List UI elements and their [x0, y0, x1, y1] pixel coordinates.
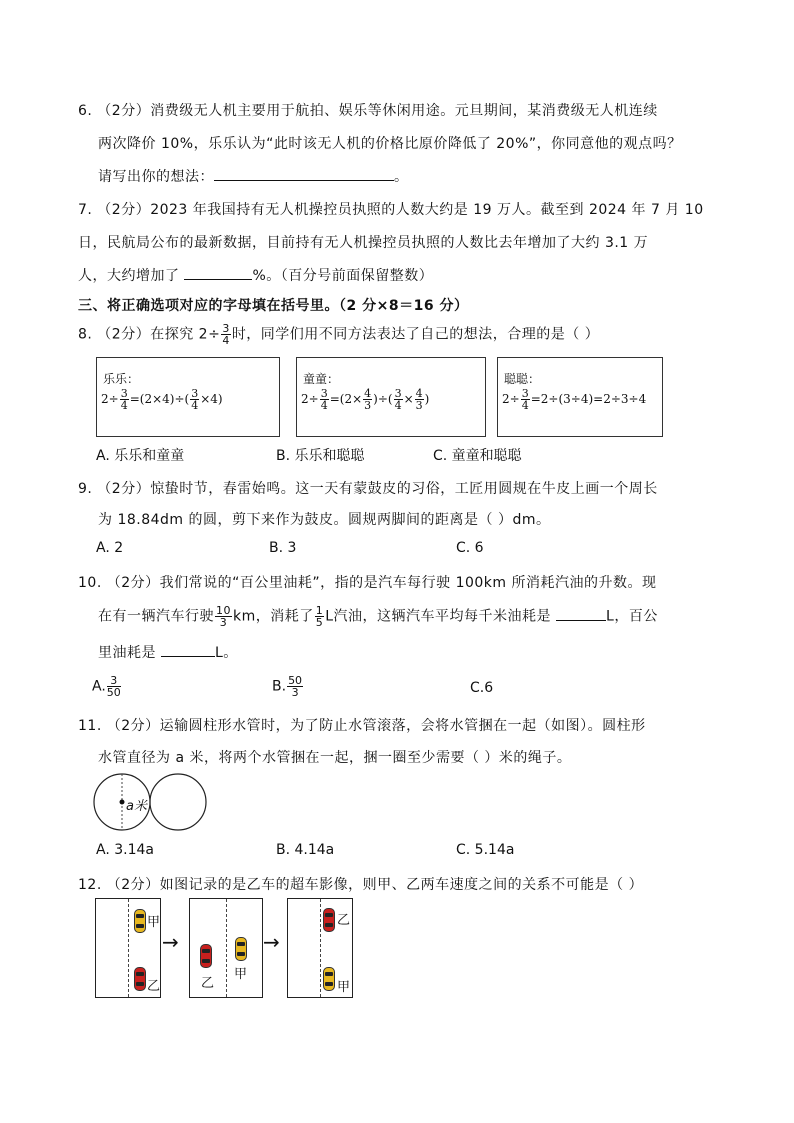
q7-line3	[78, 265, 433, 285]
q12-label-yi-1: 乙	[147, 979, 161, 994]
q12-label-yi-2: 乙	[201, 976, 215, 991]
q12-car-yi-1	[134, 967, 146, 991]
q10-fraction-distance: $\frac{10}{3}$	[216, 604, 231, 629]
q11-pipes-figure	[93, 773, 209, 831]
q12-car-jia-1	[134, 909, 146, 933]
q12-label-yi-3: 乙	[337, 913, 351, 928]
q10-text-f: L。	[214, 645, 238, 661]
q11-option-b[interactable]: B. 4.14a	[276, 842, 335, 858]
q12-arrow-2: →	[263, 930, 280, 954]
q7-answer-blank[interactable]	[184, 265, 252, 280]
q12-frame-2	[189, 898, 263, 998]
q12-label-jia-1: 甲	[147, 915, 161, 930]
section-3-heading: 三、将正确选项对应的字母填在括号里。（2 分×8＝16 分）	[78, 298, 469, 314]
q11-line1: 11. （2分）运输圆柱形水管时，为了防止水管滚落，会将水管捆在一起（如图）。圆柱形	[78, 718, 646, 734]
q8-option-a[interactable]: A. 乐乐和童童	[96, 448, 185, 464]
q10-text-a: 在有一辆汽车行驶	[98, 608, 214, 625]
q8-box-tongtong	[296, 357, 486, 437]
q8-option-c[interactable]: C. 童童和聪聪	[433, 448, 522, 464]
q9-option-b[interactable]: B. 3	[269, 540, 297, 556]
q10-line1: 10. （2分）我们常说的“百公里油耗”，指的是汽车每行驶 100km 所消耗汽油的升数。现	[78, 575, 657, 591]
q9-option-a[interactable]: A. 2	[96, 540, 124, 556]
q12-car-yi-3	[323, 908, 335, 932]
q7-end: %。（百分号前面保留整数）	[252, 268, 434, 284]
q6-answer-blank[interactable]	[214, 166, 394, 181]
q9-option-c[interactable]: C. 6	[456, 540, 484, 556]
q9-line1: 9. （2分）惊蛰时节，春雷始鸣。这一天有蒙鼓皮的习俗，工匠用圆规在牛皮上画一个周长	[78, 481, 658, 497]
q10-option-b[interactable]: B. $\frac{50}{3}$	[272, 674, 303, 699]
q10-text-e: 里油耗是	[98, 645, 156, 661]
q10-option-c[interactable]: C.6	[470, 680, 494, 696]
q6-line2: 两次降价 10%，乐乐认为“此时该无人机的价格比原价降低了 20%”，你同意他的观点吗？	[98, 136, 682, 152]
q12-car-jia-2	[235, 937, 247, 961]
q8-option-b[interactable]: B. 乐乐和聪聪	[276, 448, 365, 464]
q11-figure-label: a米	[126, 799, 147, 814]
q10-fraction-fuel: $\frac{1}{5}$	[315, 604, 324, 629]
q6-prompt: 请写出你的想法：	[98, 169, 214, 185]
q10-line3	[98, 642, 238, 662]
q11-option-c[interactable]: C. 5.14a	[456, 842, 515, 858]
q12-car-jia-3	[323, 967, 335, 991]
q12-frame-1	[95, 898, 161, 998]
q6-end: 。	[394, 169, 409, 185]
q10-option-a[interactable]: A. $\frac{3}{50}$	[92, 674, 121, 699]
q7-prompt: 人，大约增加了	[78, 268, 180, 284]
q11-line2: 水管直径为 a 米，将两个水管捆在一起，捆一圈至少需要（ ）米的绳子。	[98, 750, 572, 766]
q8-box-congcong-name: 聪聪：	[504, 372, 541, 386]
q8-line1	[78, 323, 599, 346]
q12-label-jia-3: 甲	[337, 980, 351, 995]
q8-box-tongtong-eq: 2÷ $\frac{3}{4}$ =(2× $\frac{4}{3}$ )÷( $\frac{3}{4}$ × $\frac{4}{3}$ )	[301, 387, 430, 412]
q7-line2: 日，民航局公布的最新数据，目前持有无人机操控员执照的人数比去年增加了大约 3.1 万	[78, 235, 649, 251]
q10-text-b: km，消耗了	[233, 608, 314, 625]
q12-car-yi-2	[200, 944, 212, 968]
q8-box-lele	[96, 357, 280, 437]
q8-box-congcong	[497, 357, 663, 437]
q12-arrow-1: →	[162, 930, 179, 954]
q6-line3	[98, 166, 409, 186]
q6-line1: 6. （2分）消费级无人机主要用于航拍、娱乐等休闲用途。元旦期间，某消费级无人机连续	[78, 103, 658, 119]
q12-label-jia-2: 甲	[234, 967, 248, 982]
q11-option-a[interactable]: A. 3.14a	[96, 842, 154, 858]
q8-box-tongtong-name: 童童：	[303, 372, 340, 386]
q10-answer-blank-2[interactable]	[161, 642, 215, 657]
q8-box-congcong-eq: 2÷ $\frac{3}{4}$ =2÷(3÷4)=2÷3÷4	[502, 387, 647, 412]
q12-line1: 12. （2分）如图记录的是乙车的超车影像，则甲、乙两车速度之间的关系不可能是（ ）	[78, 877, 644, 893]
q10-line2	[98, 605, 658, 628]
q12-frame-3	[287, 898, 353, 998]
q8-fraction: $\frac{3}{4}$	[222, 322, 230, 347]
q10-text-d: L，百公	[606, 608, 658, 625]
q8-suffix: 时，同学们用不同方法表达了自己的想法，合理的是（ ）	[231, 326, 600, 343]
q10-answer-blank-1[interactable]	[556, 606, 606, 621]
q10-text-c: L汽油，这辆汽车平均每千米油耗是	[325, 608, 552, 625]
q9-line2: 为 18.84dm 的圆，剪下来作为鼓皮。圆规两脚间的距离是（ ）dm。	[98, 512, 551, 528]
q7-line1: 7. （2分）2023 年我国持有无人机操控员执照的人数大约是 19 万人。截至到 2024 年 7 月 10	[78, 202, 704, 218]
q8-box-lele-name: 乐乐：	[103, 372, 140, 386]
q8-prefix: 8. （2分）在探究 2÷	[78, 326, 221, 343]
q8-box-lele-eq: 2÷ $\frac{3}{4}$ =(2×4)÷( $\frac{3}{4}$ ×4)	[101, 387, 223, 412]
